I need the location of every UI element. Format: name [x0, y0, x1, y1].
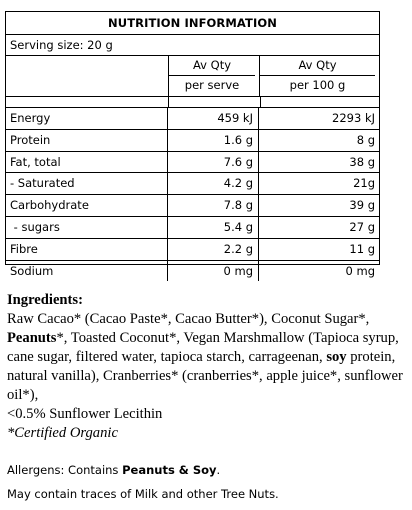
allergens-bold: Peanuts & Soy [122, 463, 217, 477]
nutrient-per-100g: 0 mg [345, 263, 375, 278]
nutrient-name: Carbohydrate [6, 195, 168, 216]
per-100g-header-line2: per 100 g [260, 75, 375, 95]
ingredients-block [7, 291, 407, 443]
table-row [6, 195, 379, 217]
nutrient-per-100g: 27 g [349, 219, 375, 234]
nutrient-per-serve: 7.8 g [168, 195, 259, 216]
nutrient-per-serve: 5.4 g [168, 217, 259, 238]
table-row [6, 239, 379, 261]
table-row [6, 130, 379, 152]
nutrient-per-serve: 7.6 g [168, 152, 259, 173]
column-headers [6, 56, 379, 97]
header-blank-cell [6, 56, 169, 96]
nutrient-per-100g: 2293 kJ [332, 111, 375, 125]
allergens-block [7, 458, 407, 506]
nutrient-per-100g: 11 g [349, 241, 375, 256]
nutrient-per-serve: 459 kJ [168, 108, 259, 129]
nutrient-per-100g: 8 g [356, 132, 375, 147]
serving-size: Serving size: 20 g [6, 35, 379, 56]
table-row [6, 217, 379, 239]
ingredients-lecithin: <0.5% Sunflower Lecithin [7, 406, 163, 422]
ingredients-text: *, Toasted Coconut*, Vegan Marshmallow (Tapioca syrup, cane sugar, filtered water, tapioca starch, carrageenan, [7, 330, 399, 365]
table-spacer-row [6, 97, 379, 108]
nutrient-per-serve: 2.2 g [168, 239, 259, 260]
nutrient-name: Energy [6, 108, 168, 129]
per-100g-header [260, 56, 379, 96]
traces-statement: May contain traces of Milk and other Tree Nuts. [7, 487, 279, 501]
allergens-suffix: . [216, 463, 221, 477]
panel-title: NUTRITION INFORMATION [6, 12, 379, 35]
ingredients-text: Raw Cacao* (Cacao Paste*, Cacao Butter*), Coconut Sugar*, [7, 311, 370, 327]
allergens-prefix: Allergens: Contains [7, 463, 123, 477]
per-serve-header-line2: per serve [169, 75, 255, 95]
nutrient-per-serve: 0 mg [168, 261, 259, 282]
table-row [6, 108, 379, 130]
ingredients-list [7, 310, 407, 405]
per-100g-header-line1: Av Qty [298, 58, 337, 72]
nutrition-panel [5, 11, 380, 278]
allergens-statement [7, 458, 407, 482]
nutrient-name: Protein [6, 130, 168, 151]
spacer-cell [6, 97, 169, 107]
ingredients-title: Ingredients: [7, 292, 83, 308]
per-serve-header [169, 56, 260, 96]
table-row [6, 261, 379, 282]
per-serve-header-line1: Av Qty [192, 58, 232, 72]
allergen-peanuts: Peanuts [7, 330, 57, 346]
certified-organic-note [7, 424, 407, 443]
nutrient-name: - Saturated [6, 173, 168, 194]
table-row [6, 152, 379, 174]
nutrient-name: - sugars [6, 217, 168, 238]
nutrient-name: Fibre [6, 239, 168, 260]
nutrient-rows [6, 108, 379, 281]
allergen-soy: soy [326, 349, 347, 365]
nutrient-name: Fat, total [6, 152, 168, 173]
nutrient-per-serve: 1.6 g [168, 130, 259, 151]
ingredients-text: protein, natural vanilla), Cranberries* (cranberries*, apple juice*, sunflower oil*), [7, 349, 403, 403]
certified-organic-text: *Certified Organic [7, 425, 118, 441]
table-row [6, 173, 379, 195]
nutrient-name: Sodium [6, 261, 168, 282]
nutrient-per-serve: 4.2 g [168, 173, 259, 194]
spacer-cell [169, 97, 261, 107]
nutrient-per-100g: 39 g [349, 198, 375, 213]
nutrient-per-100g: 21g [353, 176, 375, 191]
nutrient-per-100g: 38 g [349, 154, 375, 169]
